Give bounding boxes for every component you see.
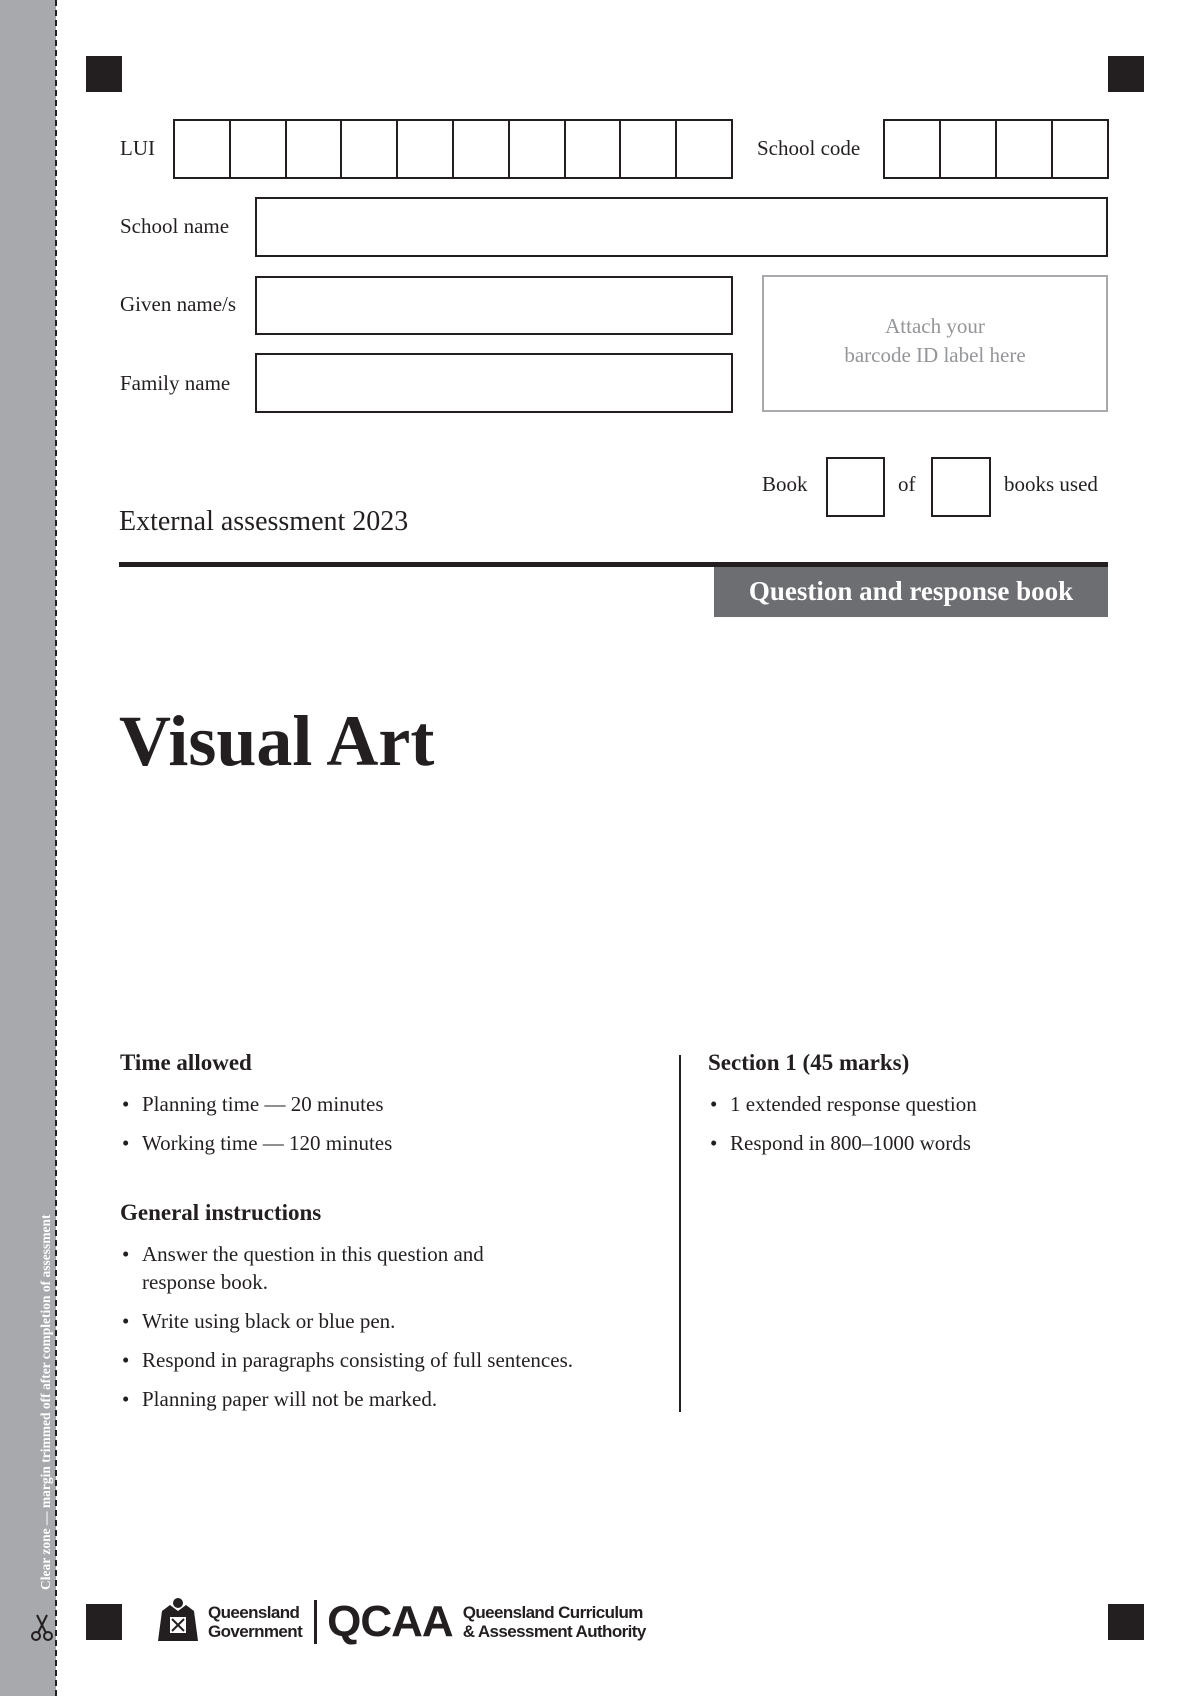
lui-input[interactable] [173, 119, 733, 179]
school-code-label: School code [757, 136, 861, 160]
registration-mark-bottom-left [86, 1604, 122, 1640]
general-instructions-heading: General instructions [120, 1200, 322, 1225]
registration-mark-top-left [86, 56, 122, 92]
of-label: of [898, 472, 916, 496]
queensland-government-wordmark: Queensland Government [208, 1603, 303, 1641]
lui-digit-box[interactable] [342, 121, 398, 177]
lui-digit-box[interactable] [231, 121, 287, 177]
scissors-icon [30, 1612, 54, 1642]
column-divider [679, 1055, 681, 1412]
given-names-field[interactable] [255, 276, 733, 335]
lui-digit-box[interactable] [566, 121, 622, 177]
lui-digit-box[interactable] [175, 121, 231, 177]
lui-digit-box[interactable] [677, 121, 731, 177]
queensland-crest-icon [152, 1597, 204, 1647]
school-name-field[interactable] [255, 197, 1108, 257]
page-title: Visual Art [119, 701, 435, 781]
assessment-year: External assessment 2023 [119, 506, 409, 537]
lui-digit-box[interactable] [398, 121, 454, 177]
list-item: • Respond in 800–1000 words [708, 1129, 1108, 1157]
book-type-banner: Question and response book [714, 567, 1108, 617]
lui-digit-box[interactable] [510, 121, 566, 177]
school-code-digit-box[interactable] [1053, 121, 1107, 177]
family-name-field[interactable] [255, 353, 733, 413]
time-allowed-list [120, 1090, 680, 1168]
school-code-digit-box[interactable] [997, 121, 1053, 177]
list-item: • 1 extended response question [708, 1090, 1108, 1118]
barcode-instruction-line1: Attach your [885, 314, 985, 338]
family-name-label: Family name [120, 371, 231, 395]
footer-logos [152, 1594, 646, 1650]
book-number-box[interactable] [826, 457, 885, 517]
lui-digit-box[interactable] [454, 121, 510, 177]
cut-line [55, 0, 57, 1696]
section-heading: Section 1 (45 marks) [708, 1050, 910, 1075]
school-code-input[interactable] [883, 119, 1109, 179]
time-allowed-heading: Time allowed [120, 1050, 252, 1075]
lui-label: LUI [120, 136, 155, 160]
list-item: • Planning paper will not be marked. [120, 1385, 660, 1413]
books-used-label: books used [1004, 472, 1098, 496]
list-item: • Answer the question in this question and response book. [120, 1240, 542, 1296]
general-instructions-list [120, 1240, 660, 1424]
school-code-digit-box[interactable] [885, 121, 941, 177]
barcode-instruction-line2: barcode ID label here [844, 343, 1026, 367]
list-item: • Write using black or blue pen. [120, 1307, 660, 1335]
list-item: • Planning time — 20 minutes [120, 1090, 680, 1118]
clear-zone-note: Clear zone — margin trimmed off after completion of assessment [38, 1214, 53, 1590]
registration-mark-top-right [1108, 56, 1144, 92]
given-names-label: Given name/s [120, 292, 237, 316]
logo-separator [314, 1600, 317, 1644]
barcode-label-area[interactable] [762, 275, 1108, 412]
registration-mark-bottom-right [1108, 1604, 1144, 1640]
list-item: • Respond in paragraphs consisting of full sentences. [120, 1346, 660, 1374]
lui-digit-box[interactable] [287, 121, 343, 177]
qcaa-logo: QCAA [327, 1597, 453, 1646]
books-total-box[interactable] [931, 457, 991, 517]
list-item: • Working time — 120 minutes [120, 1129, 680, 1157]
qcaa-wordmark: Queensland Curriculum & Assessment Authority [462, 1603, 646, 1641]
book-label: Book [762, 472, 808, 496]
school-code-digit-box[interactable] [941, 121, 997, 177]
school-name-label: School name [120, 214, 230, 238]
lui-digit-box[interactable] [621, 121, 677, 177]
section-details-list [708, 1090, 1108, 1168]
